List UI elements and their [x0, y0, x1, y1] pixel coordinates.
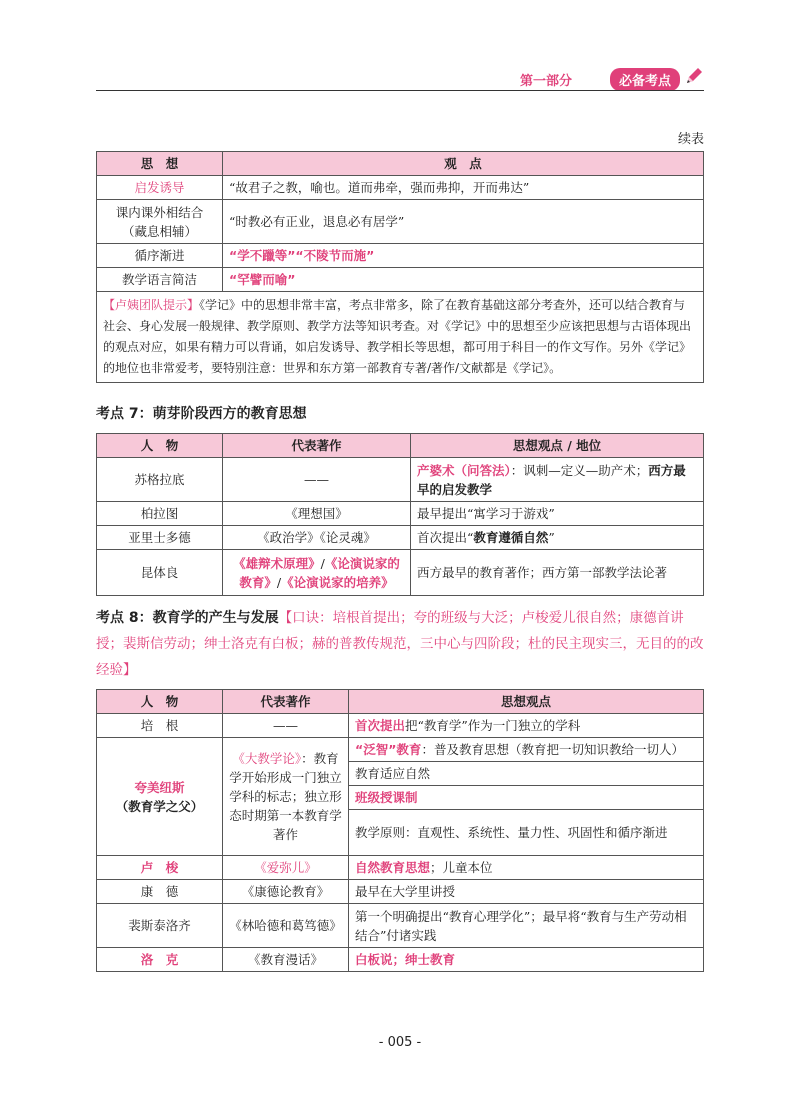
- work-desc: ：教育学开始形成一门独立学科的标志；独立形态时期第一本教育学著作: [229, 751, 342, 842]
- view-cell: [349, 738, 704, 762]
- work-cell: [223, 550, 411, 596]
- work-cell: 《康德论教育》: [223, 880, 349, 904]
- person-cell: 卢 梭: [97, 856, 223, 880]
- work-title: 《论演说家的培养》: [281, 574, 394, 590]
- table-xueji: [96, 151, 704, 383]
- header-divider: [96, 90, 704, 91]
- view-text: 首次提出“: [417, 530, 474, 545]
- work-cell: 《教育漫话》: [223, 948, 349, 972]
- header-pill: 必备考点: [610, 68, 680, 91]
- view-cell: “学不躐等”“不陵节而施”: [223, 244, 704, 268]
- table-header-row: [97, 690, 704, 714]
- view-bold: 教育遵循自然: [473, 530, 549, 545]
- work-cell: 《政治学》《论灵魂》: [223, 526, 411, 550]
- view-cell: 教育适应自然: [349, 762, 704, 786]
- work-sep: /: [276, 574, 282, 590]
- table-western-sprout: [96, 433, 704, 596]
- table-row: [97, 502, 704, 526]
- view-text: ”: [548, 530, 555, 545]
- view-cell: [411, 526, 704, 550]
- view-cell: “罕譬而喻”: [223, 268, 704, 292]
- tip-text: 《学记》中的思想非常丰富，考点非常多，除了在教育基础这部分考查外，还可以结合教育与社会、身心发展一般规律、教学原则、教学方法等知识考查。对《学记》中的思想至少应该把思想与古语体现出的观点对应，如果有精力可以背诵，如启发诱导、教学相长等思想，都可用于科目一的作文写作。另外《学记》的地位也非常爱考，要特别注意：世界和东方第一部教育专著/著作/文献都是《学记》。: [103, 298, 692, 375]
- page-header: [96, 64, 704, 90]
- col-header-person: 人 物: [97, 434, 223, 458]
- view-text: ：讽刺—定义—助产术；: [510, 462, 649, 478]
- thought-cell: [97, 200, 223, 244]
- view-text: ；儿童本位: [430, 860, 493, 875]
- section8-heading: [96, 605, 708, 683]
- tip-cell: [97, 292, 704, 383]
- table-row: [97, 714, 704, 738]
- view-cell: “时教必有正业，退息必有居学”: [223, 200, 704, 244]
- col-header-view: 思想观点 / 地位: [411, 434, 704, 458]
- thought-cell: 循序渐进: [97, 244, 223, 268]
- person-cell: 苏格拉底: [97, 458, 223, 502]
- view-cell: 白板说；绅士教育: [349, 948, 704, 972]
- view-cell: [411, 458, 704, 502]
- col-header-view: 观 点: [223, 152, 704, 176]
- tip-label: 【卢姨团队提示】: [103, 298, 200, 312]
- col-header-person: 人 物: [97, 690, 223, 714]
- table-row: [97, 526, 704, 550]
- view-text: ：普及教育思想（教育把一切知识教给一切人）: [421, 742, 684, 757]
- table-row: [97, 738, 704, 762]
- thought-line: 课内课外相结合: [115, 204, 204, 220]
- view-cell: 教学原则：直观性、系统性、量力性、巩固性和循序渐进: [349, 810, 704, 856]
- person-cell: 培 根: [97, 714, 223, 738]
- table-pedagogy-history: [96, 689, 704, 972]
- work-title: 《大教学论》: [232, 751, 302, 766]
- col-header-view: 思想观点: [349, 690, 704, 714]
- work-title: 《雄辩术原理》: [233, 555, 321, 571]
- view-cell: 最早在大学里讲授: [349, 880, 704, 904]
- person-cell: [97, 738, 223, 856]
- work-cell: ——: [223, 714, 349, 738]
- table-header-row: [97, 152, 704, 176]
- view-highlight: 首次提出: [355, 718, 406, 733]
- person-cell: 裴斯泰洛齐: [97, 904, 223, 948]
- view-cell: [349, 714, 704, 738]
- continued-label: 续表: [677, 132, 704, 147]
- table-row: [97, 880, 704, 904]
- view-highlight: “泛智”教育: [355, 742, 422, 757]
- view-cell: 第一个明确提出“教育心理学化”；最早将“教育与生产劳动相结合”付诸实践: [349, 904, 704, 948]
- table-header-row: [97, 434, 704, 458]
- view-cell: 西方最早的教育著作；西方第一部教学法论著: [411, 550, 704, 596]
- table-row: [97, 458, 704, 502]
- view-cell: 班级授课制: [349, 786, 704, 810]
- table-row: [97, 268, 704, 292]
- view-highlight: 产婆术（问答法）: [417, 462, 511, 478]
- view-text: 把“教育学”作为一门独立的学科: [405, 718, 581, 733]
- thought-line: （藏息相辅）: [121, 223, 197, 239]
- view-cell: [349, 856, 704, 880]
- person-cell: 洛 克: [97, 948, 223, 972]
- view-cell: 最早提出“寓学习于游戏”: [411, 502, 704, 526]
- col-header-thought: 思 想: [97, 152, 223, 176]
- view-cell: “故君子之教，喻也。道而弗牵，强而弗抑，开而弗达”: [223, 176, 704, 200]
- table-row: [97, 550, 704, 596]
- person-cell: 康 德: [97, 880, 223, 904]
- table-row: [97, 948, 704, 972]
- table-row: [97, 904, 704, 948]
- mnemonic: 【口诀：培根首提出；夸的班级与大泛；卢梭爱儿很自然；康德首讲授；裴斯信劳动；绅士洛克有白板；赫的普教传规范，三中心与四阶段；杜的民主现实三，无目的的改经验】: [96, 610, 704, 678]
- work-cell: 《林哈德和葛笃德》: [223, 904, 349, 948]
- view-bold: 西方最早的启发教学: [417, 462, 686, 497]
- table-row: [97, 200, 704, 244]
- person-title: （教育学之父）: [115, 798, 204, 814]
- table-row: [97, 292, 704, 383]
- table-row: [97, 176, 704, 200]
- work-cell: 《爱弥儿》: [223, 856, 349, 880]
- col-header-work: 代表著作: [223, 434, 411, 458]
- col-header-work: 代表著作: [223, 690, 349, 714]
- person-cell: 柏拉图: [97, 502, 223, 526]
- pencil-icon: [684, 66, 704, 86]
- section-title: 考点 7：萌芽阶段西方的教育思想: [96, 406, 307, 422]
- work-cell: 《理想国》: [223, 502, 411, 526]
- work-sep: /: [320, 555, 325, 571]
- work-title: 《论演说家的教育》: [239, 555, 400, 590]
- person-cell: 昆体良: [97, 550, 223, 596]
- section-title: 考点 8：教育学的产生与发展: [96, 610, 279, 626]
- header-part: 第一部分: [519, 74, 572, 89]
- thought-cell: 教学语言简洁: [97, 268, 223, 292]
- thought-cell: 启发诱导: [97, 176, 223, 200]
- work-cell: ——: [223, 458, 411, 502]
- page-number: - 005 -: [378, 1035, 422, 1050]
- view-highlight: 自然教育思想: [355, 860, 431, 875]
- table-row: [97, 856, 704, 880]
- person-cell: 亚里士多德: [97, 526, 223, 550]
- work-cell: [223, 738, 349, 856]
- table-row: [97, 244, 704, 268]
- person-name: 夸美纽斯: [134, 779, 185, 795]
